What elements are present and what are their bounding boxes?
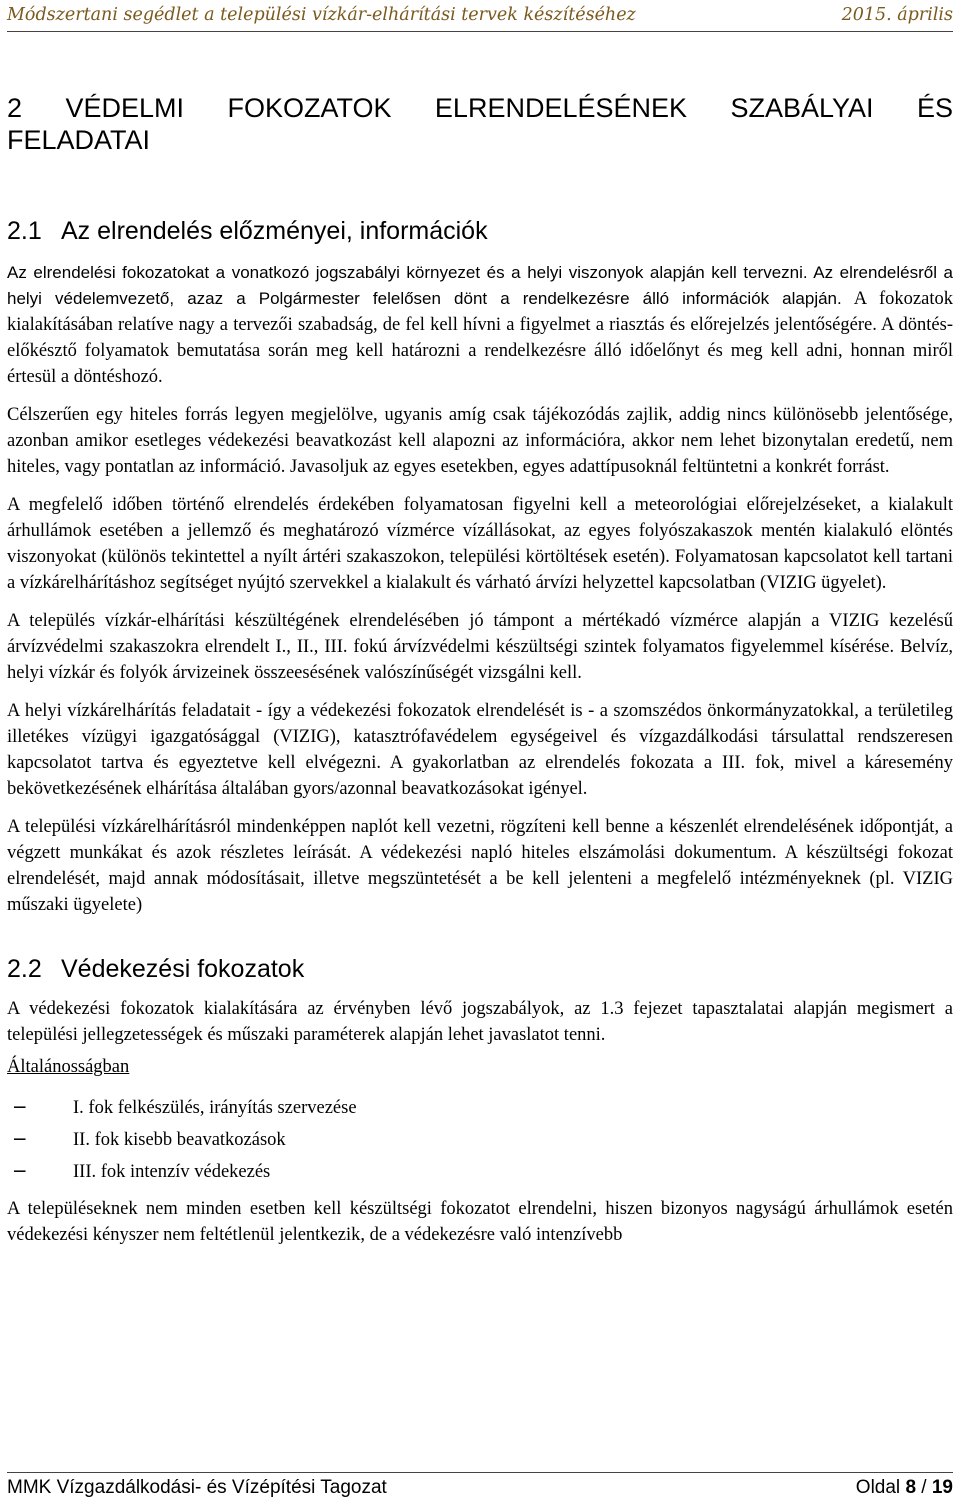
paragraph-1-sans-part: Az elrendelési fokozatokat a vonatkozó jogszabályi környezet és a helyi viszonyok alapján kell tervezni. Az elrendelésről a helyi védelemvezető, azaz a Polgármester felelősen dönt a rendelkezésre álló információk alapján.: [7, 263, 953, 308]
page-content: [7, 84, 953, 1248]
section-2-2-heading: [7, 954, 953, 984]
section-2-2-number: 2.2: [7, 955, 42, 983]
paragraph-1-serif-part: A fokozatok kialakításában relatíve nagy a tervezői szabadság, de fel kell hívni a figyelmet a riasztás és előrejelzés jelentőségére. A döntés-előkésztő folyamatok bemutatása során meg kell határozni a rendelkezésre álló időelőnyt és meg kell adni, honnan miről értesül a döntéshozó.: [7, 289, 953, 387]
header-document-title: Módszertani segédlet a települési vízkár-elhárítási tervek készítéséhez: [7, 5, 636, 25]
paragraph-3: A megfelelő időben történő elrendelés érdekében folyamatosan figyelni kell a meteorológiai előrejelzéseket, a kialakult árhullámok esetében a jellemző és meghatározó vízmérce vízállásokat, az egyes folyószakaszok mentén kialakuló elöntés viszonyokat (különös tekintettel a nyílt ártéri szakaszokon, települési körtöltések esetén). Folyamatosan kapcsolatot kell tartani a vízkárelhárításhoz segítséget nyújtó szervekkel a kialakult és várható árvízi helyzettel kapcsolatban (VIZIG ügyelet).: [7, 495, 953, 593]
paragraph-2: Célszerűen egy hiteles forrás legyen megjelölve, ugyanis amíg csak tájékozódás zajlik, addig nincs különösebb jelentősége, azonban amikor esetleges védekezési beavatkozást kell alapozni az információra, akkor nem lehet bizonytalan eredetű, nem hiteles, vagy pontatlan az információ. Javasoljuk az egyes esetekben, egyes adattípusoknál feltüntetni a konkrét forrást.: [7, 405, 953, 477]
section-2-2-title: Védekezési fokozatok: [61, 955, 305, 983]
paragraph-6: A települési vízkárelhárításról mindenképpen naplót kell vezetni, rögzíteni kell benne a készenlét elrendelésének időpontját, a végzett munkákat és azok részletes leírását. A védekezési napló hiteles elszámolási dokumentum. A készültségi fokozat elrendelését, majd annak módosításait, illetve megszüntetését a be kell jelenteni a megfelelő intézményeknek (pl. VIZIG műszaki ügyelete): [7, 817, 953, 915]
paragraph-4: A település vízkár-elhárítási készültégének elrendelésében jó támpont a mértékadó vízmérce alapján a VIZIG kezelésű árvízvédelmi szakaszokra elrendelt I., II., III. fokú árvízvédelmi készültségi szintek folyamatos figyelemmel kísérése. Belvíz, helyi vízkár és folyók árvizeinek összeesésének valószínűségét vizsgálni kell.: [7, 611, 953, 683]
page-total: 19: [931, 1477, 953, 1498]
page-footer: [7, 1472, 953, 1503]
section-2-heading-line1: 2 VÉDELMI FOKOZATOK ELRENDELÉSÉNEK SZABÁLYAI ÉS: [7, 93, 953, 123]
section-2-1-number: 2.1: [7, 217, 42, 245]
defense-level-list: [7, 1092, 953, 1188]
paragraph-1: [7, 260, 953, 390]
page-separator: /: [916, 1477, 932, 1498]
page-current: 8: [905, 1477, 917, 1498]
section-2-1-heading: [7, 216, 953, 246]
list-item: [7, 1092, 953, 1124]
dash-bullet: −: [12, 1129, 28, 1150]
list-item: [7, 1124, 953, 1156]
section-2-heading-line2: FELADATAI: [7, 125, 151, 155]
list-item: [7, 1156, 953, 1188]
page-label: Oldal: [855, 1477, 906, 1498]
header-date: 2015. április: [841, 5, 953, 25]
list-item-text: III. fok intenzív védekezés: [73, 1162, 271, 1182]
list-item-text: II. fok kisebb beavatkozások: [73, 1130, 286, 1150]
paragraph-5: A helyi vízkárelhárítás feladatait - így a védekezési fokozatok elrendelését is - a szomszédos önkormányzatokkal, a területileg illetékes vízügyi igazgatósággal (VIZIG), katasztrófavédelem egységeivel és vízgazdálkodási társulattal rendszeresen kapcsolatot tartva és egyeztetve kell elvégezni. A gyakorlatban az elrendelés fokozata a III. fok, mivel a káresemény bekövetkezésének elhárítása általában gyors/azonnal beavatkozásokat igényel.: [7, 701, 953, 799]
dash-bullet: −: [12, 1097, 28, 1118]
paragraph-7: A védekezési fokozatok kialakítására az érvényben lévő jogszabályok, az 1.3 fejezet tapasztalatai alapján megismert a települési jellegzetességek és műszaki paraméterek alapján lehet javaslatot tenni.: [7, 999, 953, 1045]
general-subtitle: Általánosságban: [7, 1057, 130, 1077]
paragraph-8: A településeknek nem minden esetben kell készültségi fokozatot elrendelni, hiszen bizonyos nagyságú árhullámok esetén védekezési kényszer nem feltétlenül jelentkezik, de a védekezésre való intenzívebb: [7, 1199, 953, 1245]
footer-organization: MMK Vízgazdálkodási- és Vízépítési Tagozat: [7, 1477, 387, 1498]
page-number: [856, 1477, 953, 1499]
section-2-1-title: Az elrendelés előzményei, információk: [61, 217, 488, 245]
list-item-text: I. fok felkészülés, irányítás szervezése: [73, 1098, 357, 1118]
dash-bullet: −: [12, 1161, 28, 1182]
section-2-heading: [7, 92, 953, 156]
page-header: [7, 2, 953, 32]
